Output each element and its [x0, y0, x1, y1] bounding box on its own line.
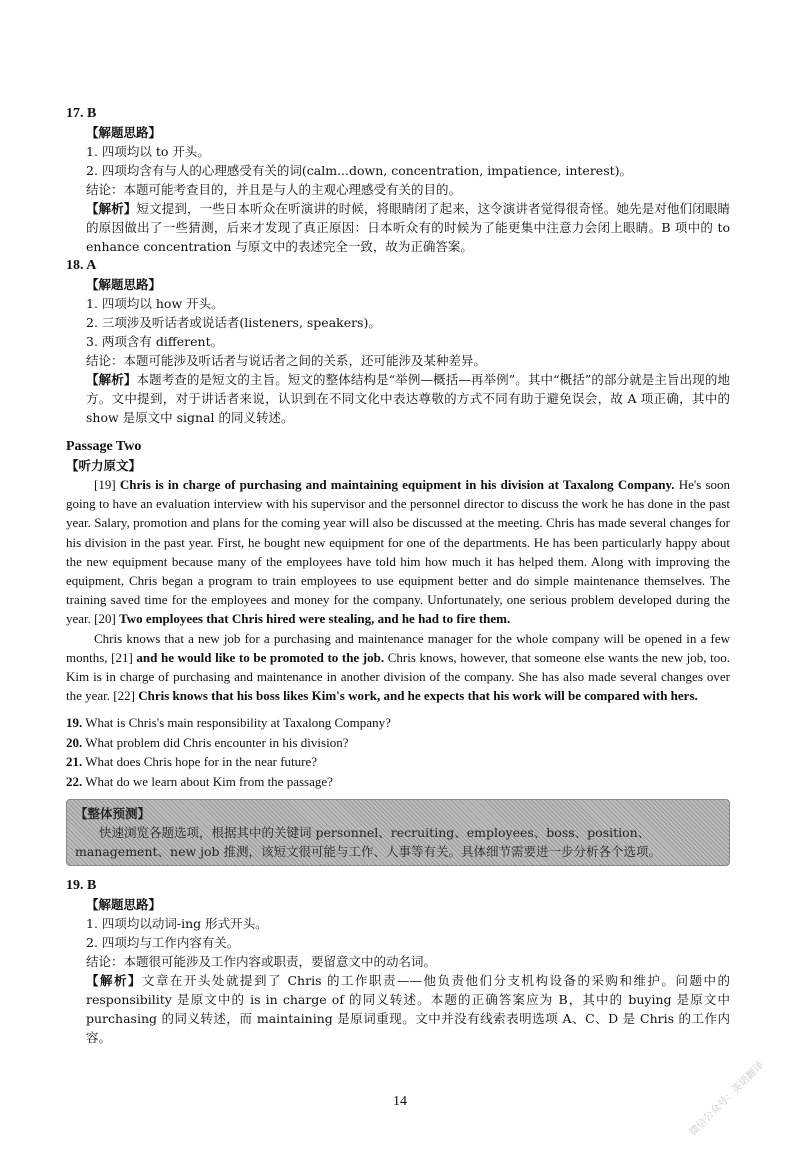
q19-approach-label: 【解题思路】 [86, 897, 162, 913]
transcript-text-2: Chris knows that a new job for a purchasing and maintenance manager for the whole company will be opened in a few months, [66, 630, 730, 665]
overview-text: 快速浏览各题选项，根据其中的关键词 personnel、recruiting、employees、boss、position、management、new job 推测，该短文很可能与工作、人事等有关。具体细节需要进一步分析各个选项。 [75, 825, 662, 860]
key-sentence-19: Chris is in charge of purchasing and maintaining equipment in his division at Taxalong Company. [119, 477, 675, 492]
transcript-text-1: He's soon going to have an evaluation interview with his supervisor and the personnel director to discuss the work he has done in the past year. Salary, promotion and plans for the coming year will also be discussed at the meeting. Chris has made several changes for his division in the past year. First, he bought new equipment for one of the departments. He has been particularly happy about the new equipment because many of the employees have told him how much it has helped them. Along with improving the equipment, Chris began a program to train employees to use equipment better and do simple maintenance themselves. The training saved time for the employees and money for the company. Unfortunately, one serious problem developed during the year. [66, 477, 731, 627]
q19-analysis [86, 971, 730, 1047]
key-sentence-20: Two employees that Chris hired were stealing, and he had to fire them. [119, 611, 511, 627]
q17-conclusion: 结论：本题可能考查目的，并且是与人的主观心理感受有关的目的。 [86, 182, 462, 197]
transcript-paragraph-2 [66, 629, 730, 706]
marker-21: [21] [111, 649, 133, 665]
q18-point-2: 2. 三项涉及听话者或说话者(listeners, speakers)。 [86, 315, 381, 330]
question-number: 21. [66, 754, 83, 770]
overview-label: 【整体预测】 [75, 806, 151, 822]
q17-block [66, 123, 730, 256]
question-20 [66, 733, 730, 753]
question-list [66, 713, 730, 791]
q17-analysis-text: 短文提到，一些日本听众在听演讲的时候，将眼睛闭了起来，这令演讲者觉得很奇怪。她先是对他们闭眼睛的原因做出了一些猜测，后来才发现了真正原因：日本听众有的时候为了能更集中注意力会闭上眼睛。B 项中的 to enhance concentration 与原文中的表述完全一致，故为正确答案。 [86, 201, 730, 254]
question-number: 20. [66, 734, 83, 750]
watermark: 微信公众号：英语翻译 [687, 1059, 767, 1139]
q17-analysis [86, 199, 730, 256]
q19-point-2: 2. 四项均与工作内容有关。 [86, 935, 240, 951]
key-sentence-22: Chris knows that his boss likes Kim's work, and he expects that his work will be compared with hers. [138, 688, 698, 704]
q19-analysis-text: 文章在开头处就提到了 Chris 的工作职责——他负责他们分支机构设备的采购和维护。问题中的 responsibility 是原文中的 is in charge of 的同义转述。本题的正确答案应为 B，其中的 buying 是原文中 purchasing 的同义转述，而 maintaining 是原词重现。文中并没有线索表明选项 A、C、D 是 Chris 的工作内容。 [86, 973, 730, 1046]
q18-analysis-label: 【解析】 [86, 372, 137, 387]
q17-point-2: 2. 四项均含有与人的心理感受有关的词(calm...down, concentration, impatience, interest)。 [86, 163, 633, 178]
question-text: What does Chris hope for in the near future? [85, 754, 318, 770]
q18-block [66, 275, 730, 427]
question-text: What problem did Chris encounter in his division? [85, 734, 349, 750]
q18-answer-heading: 18. A [66, 258, 97, 273]
marker-22: [22] [113, 688, 135, 704]
q18-point-3: 3. 两项含有 different。 [86, 334, 224, 349]
q19-analysis-label: 【解析】 [86, 973, 143, 989]
page-content [66, 104, 730, 1047]
q18-conclusion: 结论：本题可能涉及听话者与说话者之间的关系，还可能涉及某种差异。 [86, 353, 487, 368]
question-number: 22. [66, 773, 83, 789]
q17-answer-heading: 17. B [66, 106, 97, 121]
q17-analysis-label: 【解析】 [86, 201, 137, 216]
q19-answer-heading: 19. B [66, 878, 97, 894]
transcript-text-3: Chris knows, however, that someone else wants the new job, too. Kim is in charge of purchasing and maintenance in another division of the company. She has also made several changes over the year. [66, 649, 730, 704]
overview-box [66, 799, 730, 866]
question-number: 19. [66, 715, 83, 731]
question-text: What is Chris's main responsibility at Taxalong Company? [85, 715, 391, 731]
transcript-paragraph-1 [66, 475, 730, 629]
q18-approach-label: 【解题思路】 [86, 277, 162, 292]
q18-analysis [86, 370, 730, 427]
q18-analysis-text: 本题考查的是短文的主旨。短文的整体结构是“举例—概括—再举例”。其中“概括”的部分就是主旨出现的地方。文中提到，对于讲话者来说，认识到在不同文化中表达尊敬的方式不同有助于避免误会，故 A 项正确，其中的 show 是原文中 signal 的同义转述。 [86, 372, 730, 425]
page-number: 14 [393, 1094, 407, 1109]
q18-point-1: 1. 四项均以 how 开头。 [86, 296, 224, 311]
question-text: What do we learn about Kim from the passage? [85, 773, 333, 789]
passage-title: Passage Two [66, 439, 142, 454]
question-21 [66, 752, 730, 772]
marker-20: [20] [94, 611, 116, 627]
marker-19: [19] [94, 477, 116, 492]
question-22 [66, 772, 730, 792]
q17-point-1: 1. 四项均以 to 开头。 [86, 144, 210, 159]
q19-point-1: 1. 四项均以动词-ing 形式开头。 [86, 916, 268, 932]
question-19 [66, 713, 730, 733]
transcript-label: 【听力原文】 [66, 458, 142, 473]
key-sentence-21: and he would like to be promoted to the job. [136, 649, 385, 665]
q19-block [66, 895, 730, 1047]
q19-conclusion: 结论：本题很可能涉及工作内容或职责，要留意文中的动名词。 [86, 954, 437, 970]
q17-approach-label: 【解题思路】 [86, 125, 162, 140]
